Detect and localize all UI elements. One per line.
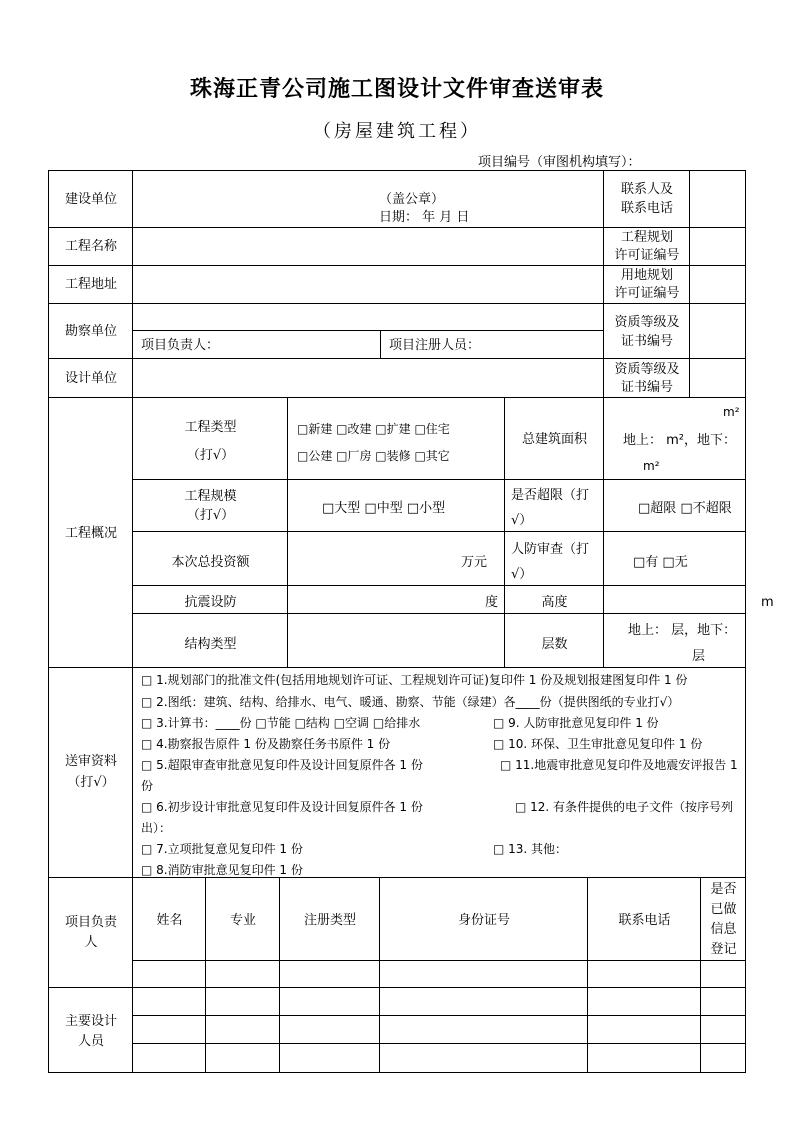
cell-lead-id[interactable] xyxy=(379,960,588,988)
design-qual-label-line2: 证书编号 xyxy=(620,380,673,395)
table-row[interactable] xyxy=(205,1015,280,1044)
cell-lead-phone[interactable] xyxy=(587,960,701,988)
address-label: 工程地址 xyxy=(64,277,117,292)
table-row[interactable] xyxy=(205,1043,280,1073)
lead-label-line1: 项目负责 xyxy=(64,915,117,930)
table-row[interactable] xyxy=(700,987,746,1016)
scale-tick-label: （打√） xyxy=(186,508,235,523)
type-options-row2[interactable]: □公建 □厂房 □装修 □其它 xyxy=(297,449,450,463)
material-item-11[interactable]: □ 11.地震审批意见复印件及地震安评报告 1 xyxy=(500,758,738,772)
col-name: 姓名 xyxy=(156,913,183,928)
material-item-5[interactable]: □ 5.超限审查审批意见复印件及设计回复原件各 1 份 xyxy=(141,758,423,772)
col-info-line2: 已做 xyxy=(710,902,737,917)
table-row[interactable] xyxy=(379,1015,588,1044)
material-item-11-cont: 份 xyxy=(141,779,154,793)
cell-construction-unit-value[interactable] xyxy=(132,170,604,228)
survey-registered-label: 项目注册人员： xyxy=(389,338,481,353)
survey-qual-label-line2: 证书编号 xyxy=(620,334,673,349)
cell-land-permit-value[interactable] xyxy=(689,265,746,304)
type-tick-label: （打√） xyxy=(186,448,235,463)
survey-project-lead-label: 项目负责人： xyxy=(141,338,220,353)
investment-unit: 万元 xyxy=(461,555,488,570)
project-name-label: 工程名称 xyxy=(64,239,117,254)
material-item-4[interactable]: □ 4.勘察报告原件 1 份及勘察任务书原件 1 份 xyxy=(141,737,391,751)
over-limit-options[interactable]: □超限 □不超限 xyxy=(638,501,732,516)
land-permit-label-line1: 用地规划 xyxy=(620,268,673,283)
col-id-no: 身份证号 xyxy=(457,913,510,928)
material-item-2[interactable]: □ 2.图纸：建筑、结构、给排水、电气、暖通、勘察、节能（绿建）各____份（提供图纸的专业打√） xyxy=(141,695,680,709)
table-row[interactable] xyxy=(132,1043,206,1073)
material-item-13[interactable]: □ 13. 其他： xyxy=(493,842,568,856)
cell-design-value[interactable] xyxy=(132,358,604,398)
page-subtitle: （房屋建筑工程） xyxy=(313,121,481,142)
table-row[interactable] xyxy=(587,1015,701,1044)
above-below-area: 地上： m²，地下： xyxy=(623,433,737,448)
table-row[interactable] xyxy=(379,1043,588,1073)
design-unit-label: 设计单位 xyxy=(64,371,117,386)
total-area-unit: m² xyxy=(723,405,740,419)
table-row[interactable] xyxy=(700,1043,746,1073)
survey-unit-label: 勘察单位 xyxy=(64,324,117,339)
table-row[interactable] xyxy=(587,1043,701,1073)
col-info-line3: 信息 xyxy=(710,922,737,937)
col-major: 专业 xyxy=(229,913,256,928)
table-row[interactable] xyxy=(132,1015,206,1044)
material-item-6[interactable]: □ 6.初步设计审批意见复印件及设计回复原件各 1 份 xyxy=(141,800,423,814)
cell-survey-qual-value[interactable] xyxy=(689,303,746,359)
material-item-3[interactable]: □ 3.计算书：____份 □节能 □结构 □空调 □给排水 xyxy=(141,716,421,730)
cell-materials-label xyxy=(48,667,133,878)
seismic-label: 抗震设防 xyxy=(184,595,237,610)
floors-label: 层数 xyxy=(541,637,568,652)
over-limit-label-line2: √） xyxy=(511,513,533,528)
table-row[interactable] xyxy=(379,987,588,1016)
plan-permit-label-line1: 工程规划 xyxy=(620,230,673,245)
civil-defense-options[interactable]: □有 □无 xyxy=(633,555,688,570)
material-item-12-cont: 出）： xyxy=(141,821,172,835)
design-qual-label-line1: 资质等级及 xyxy=(614,362,680,377)
page-title: 珠海正青公司施工图设计文件审查送审表 xyxy=(189,76,604,102)
structure-label: 结构类型 xyxy=(184,637,237,652)
floors-unit: 层 xyxy=(692,649,706,664)
floors-above-below: 地上： 层，地下： xyxy=(628,623,737,638)
cell-lead-info[interactable] xyxy=(700,960,746,988)
cell-survey-value[interactable] xyxy=(132,303,604,331)
civil-defense-label-line1: 人防审查（打 xyxy=(511,542,590,557)
cell-lead-label xyxy=(48,877,133,988)
cell-height-value[interactable] xyxy=(603,585,746,614)
cell-address-value[interactable] xyxy=(132,265,604,304)
overview-label: 工程概况 xyxy=(64,526,117,541)
material-item-12[interactable]: □ 12. 有条件提供的电子文件（按序号列 xyxy=(515,800,734,814)
cell-contact-value[interactable] xyxy=(689,170,746,228)
designers-label-line2: 人员 xyxy=(77,1034,104,1049)
cell-type-options[interactable] xyxy=(287,397,505,480)
date-label: 日期： 年 月 日 xyxy=(379,210,470,225)
scale-label: 工程规模 xyxy=(184,489,237,504)
material-item-10[interactable]: □ 10. 环保、卫生审批意见复印件 1 份 xyxy=(493,737,703,751)
table-row[interactable] xyxy=(279,1043,380,1073)
lead-label-line2: 人 xyxy=(84,935,98,950)
seal-label: （盖公章） xyxy=(379,192,445,207)
col-info-line1: 是否 xyxy=(710,882,737,897)
survey-qual-label-line1: 资质等级及 xyxy=(614,315,680,330)
civil-defense-label-line2: √） xyxy=(511,567,533,582)
plan-permit-label-line2: 许可证编号 xyxy=(614,248,680,263)
col-reg-type: 注册类型 xyxy=(303,913,356,928)
total-area-label: 总建筑面积 xyxy=(521,432,587,447)
cell-plan-permit-value[interactable] xyxy=(689,227,746,266)
contact-label-line1: 联系人及 xyxy=(620,182,673,197)
table-row[interactable] xyxy=(700,1015,746,1044)
col-phone: 联系电话 xyxy=(618,913,671,928)
type-options-row1[interactable]: □新建 □改建 □扩建 □住宅 xyxy=(297,422,450,436)
over-limit-label-line1: 是否超限（打 xyxy=(511,488,590,503)
material-item-8[interactable]: □ 8.消防审批意见复印件 1 份 xyxy=(141,863,303,877)
materials-label-line2: （打√） xyxy=(67,775,115,790)
table-row[interactable] xyxy=(132,987,206,1016)
height-label: 高度 xyxy=(541,595,568,610)
material-item-7[interactable]: □ 7.立项批复意见复印件 1 份 xyxy=(141,842,303,856)
cell-project-name-value[interactable] xyxy=(132,227,604,266)
cell-contact-label xyxy=(603,170,690,228)
cell-lead-name[interactable] xyxy=(132,960,206,988)
type-label: 工程类型 xyxy=(184,420,237,435)
seismic-unit: 度 xyxy=(485,595,499,610)
cell-lead-reg[interactable] xyxy=(279,960,380,988)
cell-seismic-value[interactable] xyxy=(287,585,505,614)
table-row[interactable] xyxy=(279,1015,380,1044)
col-info-line4: 登记 xyxy=(710,942,737,957)
table-row[interactable] xyxy=(205,987,280,1016)
cell-type-label xyxy=(132,397,288,480)
height-unit: m xyxy=(761,595,774,610)
cell-lead-major[interactable] xyxy=(205,960,280,988)
project-number-label: 项目编号（审图机构填写）： xyxy=(478,155,641,170)
table-row[interactable] xyxy=(279,987,380,1016)
cell-design-qual-value[interactable] xyxy=(689,358,746,398)
investment-label: 本次总投资额 xyxy=(171,555,250,570)
table-row[interactable] xyxy=(587,987,701,1016)
material-item-9[interactable]: □ 9. 人防审批意见复印件 1 份 xyxy=(493,716,659,730)
cell-structure-value[interactable] xyxy=(287,613,505,668)
below-area-unit: m² xyxy=(643,459,660,473)
scale-options[interactable]: □大型 □中型 □小型 xyxy=(322,501,446,516)
construction-unit-label: 建设单位 xyxy=(64,192,117,207)
designers-label-line1: 主要设计 xyxy=(64,1014,117,1029)
materials-label-line1: 送审资料 xyxy=(64,754,117,769)
review-form xyxy=(49,171,774,1074)
contact-label-line2: 联系电话 xyxy=(620,201,673,216)
material-item-1[interactable]: □ 1.规划部门的批准文件(包括用地规划许可证、工程规划许可证)复印件 1 份及规划报建图复印件 1 份 xyxy=(141,673,688,687)
land-permit-label-line2: 许可证编号 xyxy=(614,286,680,301)
